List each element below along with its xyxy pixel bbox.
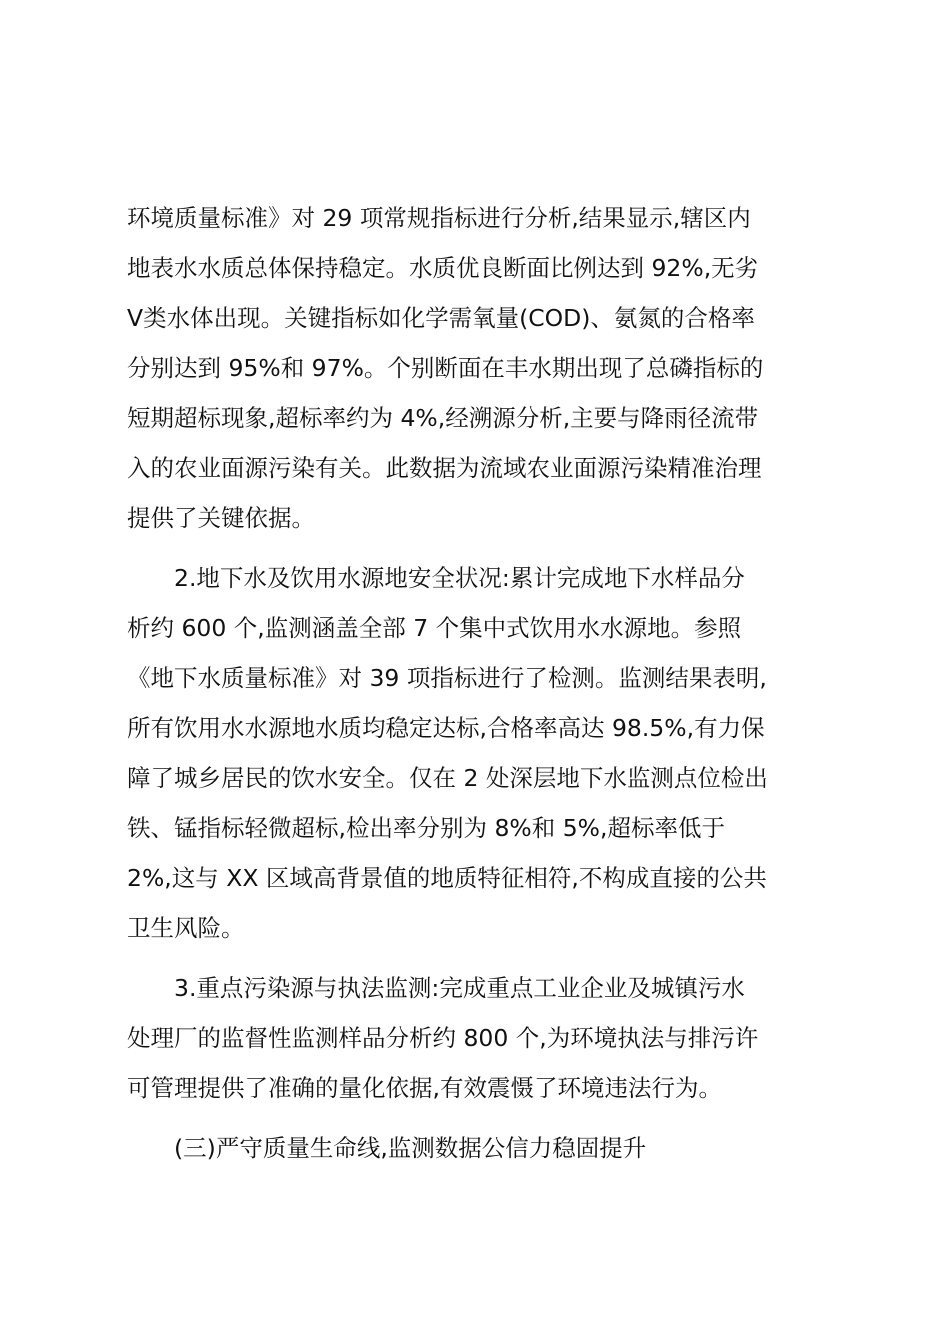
text-line: 入的农业面源污染有关。此数据为流域农业面源污染精准治理 (127, 454, 762, 482)
paragraph-surface-water (127, 193, 827, 543)
text-line: 处理厂的监督性监测样品分析约 800 个,为环境执法与排污许 (127, 1024, 759, 1052)
document-body (127, 193, 827, 1173)
text-line: 铁、锰指标轻微超标,检出率分别为 8%和 5%,超标率低于 (127, 814, 725, 842)
text-line: 分别达到 95%和 97%。个别断面在丰水期出现了总磷指标的 (127, 354, 764, 382)
text-line: 2.地下水及饮用水源地安全状况:累计完成地下水样品分 (127, 564, 745, 592)
text-line: 2%,这与 XX 区域高背景值的地质特征相符,不构成直接的公共 (127, 864, 767, 892)
text-line: 析约 600 个,监测涵盖全部 7 个集中式饮用水水源地。参照 (127, 614, 742, 642)
text-line: 障了城乡居民的饮水安全。仅在 2 处深层地下水监测点位检出 (127, 764, 768, 792)
section-heading (127, 1123, 827, 1173)
text-line: 可管理提供了准确的量化依据,有效震慑了环境违法行为。 (127, 1074, 722, 1102)
text-line: 提供了关键依据。 (127, 504, 315, 532)
text-line: 《地下水质量标准》对 39 项指标进行了检测。监测结果表明, (127, 664, 767, 692)
text-line: 短期超标现象,超标率约为 4%,经溯源分析,主要与降雨径流带 (127, 404, 759, 432)
text-line: 卫生风险。 (127, 914, 245, 942)
text-line: 环境质量标准》对 29 项常规指标进行分析,结果显示,辖区内 (127, 204, 751, 232)
text-line: 3.重点污染源与执法监测:完成重点工业企业及城镇污水 (127, 974, 745, 1002)
heading-line: (三)严守质量生命线,监测数据公信力稳固提升 (127, 1134, 647, 1162)
text-line: 地表水水质总体保持稳定。水质优良断面比例达到 92%,无劣 (127, 254, 759, 282)
text-line: Ⅴ类水体出现。关键指标如化学需氧量(COD)、氨氮的合格率 (127, 304, 755, 332)
paragraph-groundwater (127, 553, 827, 953)
text-line: 所有饮用水水源地水质均稳定达标,合格率高达 98.5%,有力保 (127, 714, 765, 742)
paragraph-pollution-sources (127, 963, 827, 1113)
